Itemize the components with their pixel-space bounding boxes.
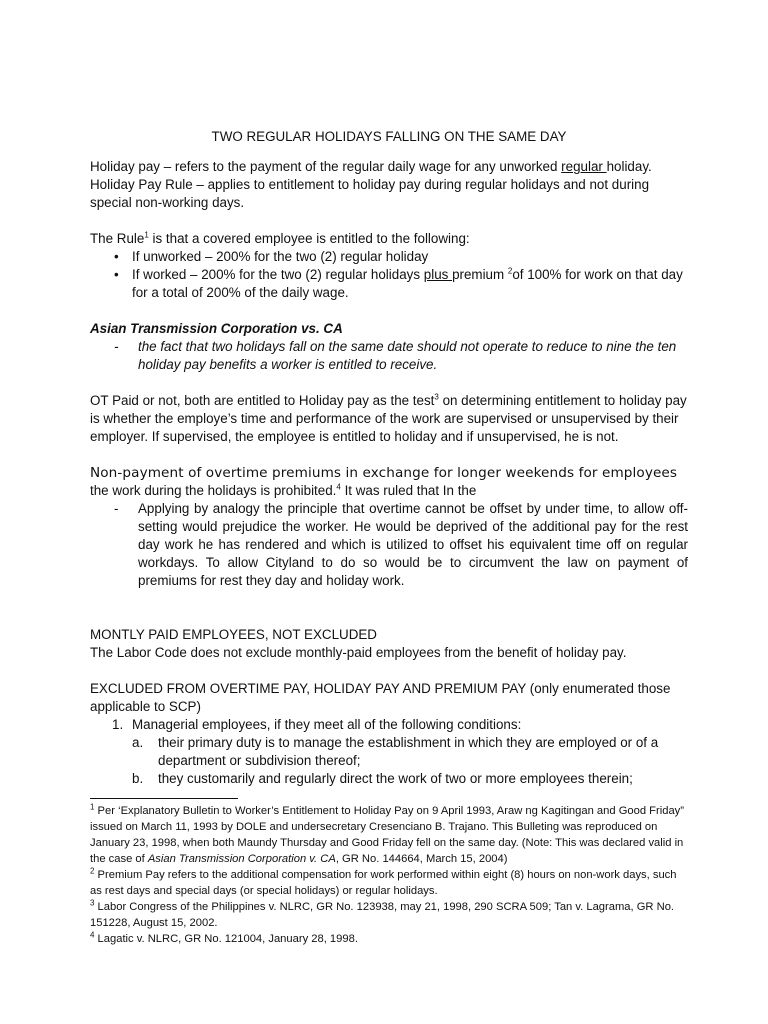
bullet-worked-end: of 100% for work on that day for a total of 200% of the daily wage.: [132, 267, 683, 300]
case-heading: Asian Transmission Corporation vs. CA: [90, 321, 343, 336]
ot-paid-text: OT Paid or not, both are entitled to Holiday pay as the test: [90, 393, 435, 408]
ot-paid-paragraph: [90, 392, 688, 446]
footnote-ref-1[interactable]: 1: [144, 230, 149, 240]
monthly-text: The Labor Code does not exclude monthly-paid employees from the benefit of holiday pay.: [90, 645, 627, 660]
footnote-1-text: Per ‘Explanatory Bulletin to Worker’s Entitlement to Holiday Pay on 9 April 1993, Araw ng Kagitingan and Good Friday” issued on March 11, 1993 by DOLE and undersecretary Cresenciano B. Trajano. This Bulleting was reproduced on January 23, 1998, when both Maundy Thursday and Good Friday fell on the same day. (Note: This was declared valid in the case of: [90, 805, 684, 865]
regular-underlined: regular: [561, 159, 607, 174]
footnote-ref-2[interactable]: 2: [507, 266, 513, 276]
dash-marker: -: [114, 501, 119, 516]
nonpayment-text: the work during the holidays is prohibited.: [90, 483, 337, 498]
footnote-marker: 4: [90, 930, 95, 940]
condition-b-text: they customarily and regularly direct the work of two or more employees therein;: [158, 771, 633, 786]
footnote-marker: 1: [90, 802, 95, 812]
case-list: [90, 338, 688, 374]
case-text: the fact that two holidays fall on the same date should not operate to reduce to nine the ten holiday pay benefits a worker is entitled to receive.: [138, 339, 677, 372]
footnote-1-end: , GR No. 144664, March 15, 2004): [335, 853, 508, 865]
rule-intro-text: is that a covered employee is entitled to the following:: [148, 231, 470, 246]
nonpayment-item: [90, 500, 688, 590]
document-title: TWO REGULAR HOLIDAYS FALLING ON THE SAME DAY: [211, 129, 567, 144]
footnote-marker: 3: [90, 898, 95, 908]
footnote-2-text: Premium Pay refers to the additional compensation for work performed within eight (8) hours on non-work days, such as rest days and special days (or special holidays) or regular holidays.: [90, 869, 677, 897]
rule-bullets: [90, 248, 688, 302]
excluded-list: [90, 716, 688, 734]
holiday-pay-rule: Holiday Pay Rule – applies to entitlement to holiday pay during regular holidays and not during special non-working days.: [90, 177, 650, 210]
footnote-4-text: Lagatic v. NLRC, GR No. 121004, January 28, 1998.: [94, 933, 358, 945]
nonpayment-paragraph: [90, 464, 688, 500]
excluded-heading: EXCLUDED FROM OVERTIME PAY, HOLIDAY PAY AND PREMIUM PAY: [90, 681, 527, 696]
footnote-1-case: Asian Transmission Corporation v. CA: [147, 853, 336, 865]
rule-intro: [90, 230, 688, 248]
list-number: 1.: [112, 717, 124, 732]
condition-a: [90, 734, 688, 770]
plus-underlined: plus: [423, 267, 453, 282]
footnote-separator: [90, 798, 238, 799]
ot-paid-text-end: on determining entitlement to holiday pay is whether the employe’s time and performance of the work are supervised or unsupervised by their employer. If supervised, the employee is entitled to holiday and if unsupervised, he is not.: [90, 393, 687, 444]
list-letter: a.: [132, 735, 144, 750]
monthly-heading: MONTLY PAID EMPLOYEES, NOT EXCLUDED: [90, 627, 377, 642]
footnote-ref-4[interactable]: 4: [336, 482, 341, 492]
bullet-worked-text: If worked – 200% for the two (2) regular holidays: [132, 267, 424, 282]
nonpayment-lead: Non-payment of overtime premiums in exchange for longer weekends for employees: [90, 465, 678, 481]
dash-marker: -: [114, 339, 119, 354]
bullet-unworked: • If unworked – 200% for the two (2) regular holiday: [90, 248, 688, 266]
excluded-heading-note: (only enumerated those applicable to SCP): [90, 681, 671, 714]
condition-b: [90, 770, 688, 788]
nonpayment-list: [90, 500, 688, 590]
nonpayment-text-end: It was ruled that In the: [340, 483, 477, 498]
footnote-4: [90, 931, 688, 947]
case-item: [90, 338, 688, 374]
footnote-marker: 2: [90, 866, 95, 876]
footnote-1: [90, 803, 688, 867]
nonpayment-item-text: Applying by analogy the principle that overtime cannot be offset by under time, to allow off-setting would prejudice the worker. He would be deprived of the additional pay for the rest day work he has rendered and which is utilized to offset his equivalent time off on regular workdays. To allow Cityland to do so would be to circumvent the law on payment of premiums for rest they day and holiday work.: [138, 501, 688, 588]
holiday-pay-definition: [90, 158, 688, 176]
rule-label: The Rule: [90, 231, 145, 246]
list-letter: b.: [132, 771, 144, 786]
excluded-paragraph: [90, 680, 688, 716]
footnote-ref-3[interactable]: 3: [434, 392, 439, 402]
footnotes: [90, 803, 688, 947]
footnote-3: [90, 899, 688, 931]
holiday-pay-text: Holiday pay – refers to the payment of the regular daily wage for any unworked: [90, 159, 562, 174]
bullet-worked-premium: premium: [452, 267, 508, 282]
condition-a-text: their primary duty is to manage the establishment in which they are employed or of a department or subdivision thereof;: [158, 735, 659, 768]
footnote-2: [90, 867, 688, 899]
footnote-3-text: Labor Congress of the Philippines v. NLRC, GR No. 123938, may 21, 1998, 290 SCRA 509; Tan v. Lagrama, GR No. 151228, August 15, 2002.: [90, 901, 675, 929]
managerial-conditions: [90, 734, 688, 788]
holiday-pay-end: holiday.: [606, 159, 652, 174]
excluded-item-text: Managerial employees, if they meet all of the following conditions:: [132, 717, 522, 732]
bullet-worked: [90, 266, 688, 302]
excluded-item-managerial: [90, 716, 688, 734]
